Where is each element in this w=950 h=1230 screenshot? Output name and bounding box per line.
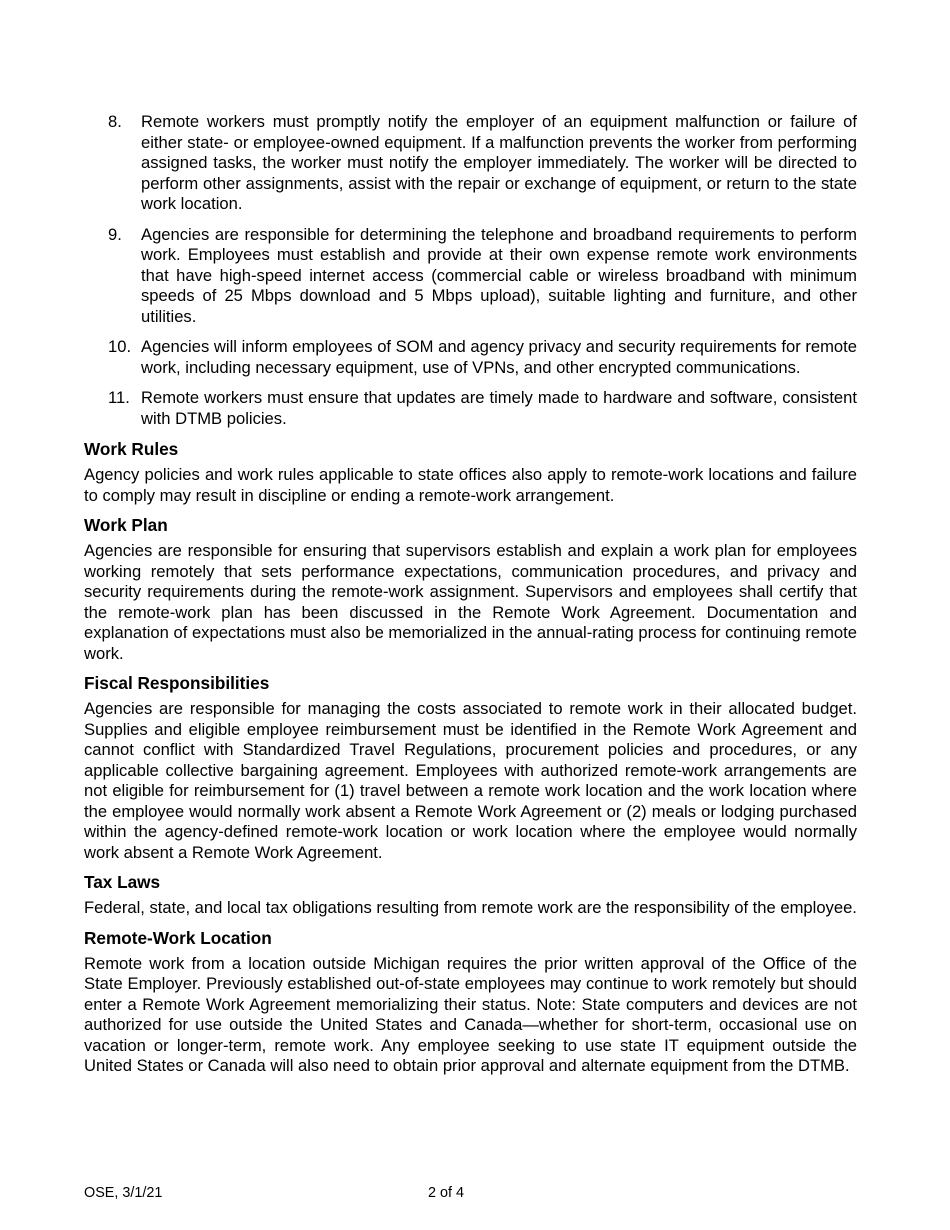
section-body: Agencies are responsible for ensuring that supervisors establish and explain a work plan for employees working remotely that sets performance expectations, communication procedures, and privacy and security requirements during the remote-work assignment. Supervisors and employees shall certify that the remote-work plan has been discussed in the Remote Work Agreement. Documentation and explanation of expectations must also be memorialized in the annual-rating process for continuing remote work. [84, 541, 857, 663]
section-heading: Tax Laws [84, 872, 161, 892]
list-item-text: Agencies are responsible for determining the telephone and broadband requirements to perform work. Employees must establish and provide at their own expense remote work environments that have high-speed internet access (commercial cable or wireless broadband with minimum speeds of 25 Mbps download and 5 Mbps upload), suitable lighting and furniture, and other utilities. [141, 224, 857, 326]
list-item-number: 8. [108, 112, 122, 131]
document-content [84, 112, 857, 1077]
list-item-number: 9. [108, 224, 122, 244]
section-heading: Work Rules [84, 439, 179, 459]
section-body: Agency policies and work rules applicable to state offices also apply to remote-work locations and failure to comply may result in discipline or ending a remote-work arrangement. [84, 465, 857, 505]
section-heading: Work Plan [84, 515, 168, 535]
work-rules-section [84, 439, 857, 506]
page-number: 2 of 4 [428, 1185, 465, 1201]
remote-work-location-section [84, 928, 857, 1077]
fiscal-responsibilities-section [84, 673, 857, 863]
footer-revision-date: OSE, 3/1/21 [84, 1185, 163, 1201]
section-body: Federal, state, and local tax obligations resulting from remote work are the responsibility of the employee. [84, 898, 857, 917]
section-heading: Remote-Work Location [84, 927, 272, 948]
section-body: Agencies are responsible for managing the costs associated to remote work in their allocated budget. Supplies and eligible employee reimbursement must be identified in the Remote Work Agreement and cannot conflict with Standardized Travel Regulations, procurement policies and procedures, or any applicable collective bargaining agreement. Employees with authorized remote-work arrangements are not eligible for reimbursement for (1) travel between a remote work location and the work location where the employee would normally work absent a Remote Work Agreement or (2) meals or lodging purchased within the agency-defined remote-work location or work location where the employee would normally work absent a Remote Work Agreement. [84, 699, 857, 862]
tax-laws-section [84, 872, 857, 919]
work-plan-section [84, 515, 857, 664]
section-heading: Fiscal Responsibilities [84, 673, 270, 693]
list-item [84, 337, 857, 378]
list-item-text: Remote workers must promptly notify the employer of an equipment malfunction or failure of either state- or employee-owned equipment. If a malfunction prevents the worker from performing assigned tasks, the worker must notify the employer immediately. The worker will be directed to perform other assignments, assist with the repair or exchange of equipment, or return to the state work location. [141, 112, 857, 213]
requirements-list [84, 112, 857, 429]
list-item-number: 11. [108, 388, 130, 407]
list-item [84, 112, 857, 215]
list-item [84, 388, 857, 429]
list-item-text: Remote workers must ensure that updates are timely made to hardware and software, consistent with DTMB policies. [141, 388, 857, 428]
list-item [84, 225, 857, 328]
section-body: Remote work from a location outside Michigan requires the prior written approval of the Office of the State Employer. Previously established out-of-state employees may continue to work remotely but should enter a Remote Work Agreement memorializing their status. Note: State computers and devices are not authorized for use outside the United States and Canada—whether for short-term, occasional use on vacation or longer-term, remote work. Any employee seeking to use state IT equipment outside the United States or Canada will also need to obtain prior approval and alternate equipment from the DTMB. [84, 953, 857, 1075]
list-item-text: Agencies will inform employees of SOM and agency privacy and security requirements for remote work, including necessary equipment, use of VPNs, and other encrypted communications. [141, 337, 857, 377]
list-item-number: 10. [108, 337, 132, 356]
